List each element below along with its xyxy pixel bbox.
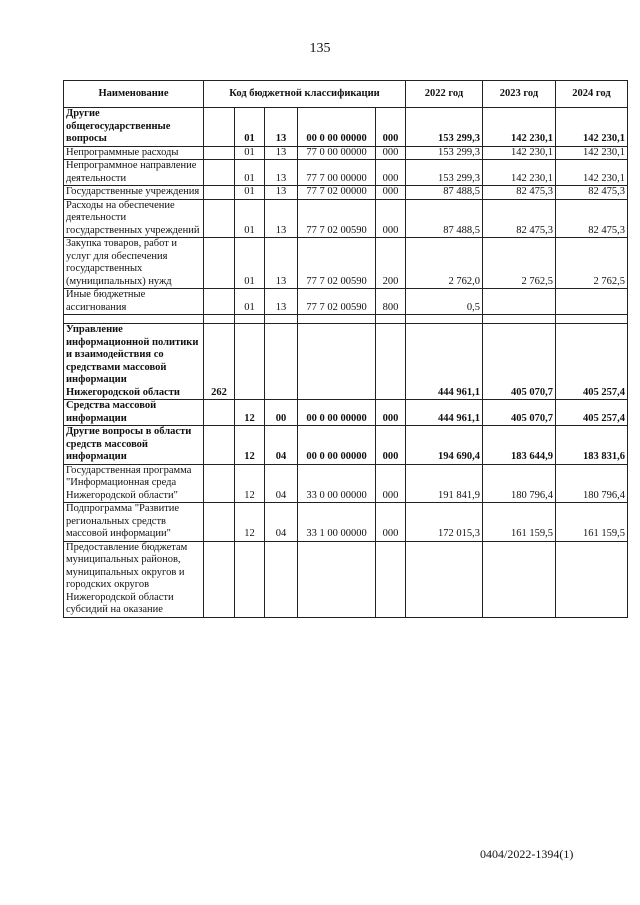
department-code	[204, 108, 235, 147]
subsection-code	[265, 324, 298, 400]
section-code: 01	[235, 238, 265, 289]
target-code	[298, 324, 376, 400]
value-2024: 82 475,3	[556, 186, 628, 200]
header-2024: 2024 год	[556, 81, 628, 108]
department-code: 262	[204, 324, 235, 400]
table-row	[64, 426, 628, 465]
value-2023: 405 070,7	[483, 324, 556, 400]
department-code	[204, 400, 235, 426]
target-code: 77 7 02 00590	[298, 238, 376, 289]
value-2023: 405 070,7	[483, 400, 556, 426]
expense-type-code	[376, 324, 406, 400]
expense-type-code: 000	[376, 199, 406, 238]
target-code: 77 7 02 00000	[298, 186, 376, 200]
expense-type-code: 000	[376, 146, 406, 160]
value-2024: 142 230,1	[556, 146, 628, 160]
empty-cell	[406, 315, 483, 324]
section-code: 01	[235, 289, 265, 315]
subsection-code: 00	[265, 400, 298, 426]
value-2023: 183 644,9	[483, 426, 556, 465]
expense-type-code	[376, 541, 406, 617]
department-code	[204, 160, 235, 186]
subsection-code: 13	[265, 186, 298, 200]
table-row	[64, 503, 628, 542]
department-code	[204, 146, 235, 160]
table-row	[64, 400, 628, 426]
subsection-code: 13	[265, 289, 298, 315]
value-2022: 444 961,1	[406, 324, 483, 400]
section-code: 12	[235, 464, 265, 503]
empty-cell	[483, 315, 556, 324]
row-name: Другие вопросы в области средств массовой информации	[64, 426, 204, 465]
value-2022: 191 841,9	[406, 464, 483, 503]
value-2024: 161 159,5	[556, 503, 628, 542]
department-code	[204, 289, 235, 315]
section-code	[235, 324, 265, 400]
value-2022	[406, 541, 483, 617]
row-name: Государственная программа "Информационная среда Нижегородской области"	[64, 464, 204, 503]
subsection-code: 04	[265, 464, 298, 503]
value-2023: 142 230,1	[483, 146, 556, 160]
target-code: 77 7 00 00000	[298, 160, 376, 186]
header-2022: 2022 год	[406, 81, 483, 108]
empty-cell	[204, 315, 235, 324]
value-2024: 2 762,5	[556, 238, 628, 289]
subsection-code: 04	[265, 426, 298, 465]
target-code: 77 0 00 00000	[298, 146, 376, 160]
department-code	[204, 238, 235, 289]
value-2022: 2 762,0	[406, 238, 483, 289]
expense-type-code: 000	[376, 503, 406, 542]
subsection-code: 13	[265, 199, 298, 238]
department-code	[204, 199, 235, 238]
expense-type-code: 000	[376, 108, 406, 147]
subsection-code	[265, 541, 298, 617]
target-code: 00 0 00 00000	[298, 108, 376, 147]
value-2022: 153 299,3	[406, 160, 483, 186]
expense-type-code: 000	[376, 426, 406, 465]
department-code	[204, 464, 235, 503]
value-2022: 87 488,5	[406, 199, 483, 238]
target-code	[298, 541, 376, 617]
section-code: 01	[235, 186, 265, 200]
value-2022: 444 961,1	[406, 400, 483, 426]
empty-cell	[265, 315, 298, 324]
value-2023	[483, 289, 556, 315]
value-2023: 82 475,3	[483, 186, 556, 200]
value-2024: 405 257,4	[556, 400, 628, 426]
subsection-code: 13	[265, 160, 298, 186]
value-2022: 153 299,3	[406, 146, 483, 160]
section-code: 01	[235, 160, 265, 186]
value-2023: 161 159,5	[483, 503, 556, 542]
section-code: 12	[235, 503, 265, 542]
value-2024: 183 831,6	[556, 426, 628, 465]
row-name: Управление информационной политики и взаимодействия со средствами массовой информации Нижегородской области	[64, 324, 204, 400]
section-code	[235, 541, 265, 617]
value-2022: 194 690,4	[406, 426, 483, 465]
row-name: Подпрограмма "Развитие региональных средств массовой информации"	[64, 503, 204, 542]
page-number: 135	[309, 41, 331, 56]
empty-cell	[376, 315, 406, 324]
document-code: 0404/2022-1394(1)	[480, 847, 574, 861]
department-code	[204, 503, 235, 542]
value-2024: 142 230,1	[556, 160, 628, 186]
section-code: 12	[235, 400, 265, 426]
value-2023: 2 762,5	[483, 238, 556, 289]
value-2024: 405 257,4	[556, 324, 628, 400]
table-header-row	[64, 81, 628, 108]
value-2022: 87 488,5	[406, 186, 483, 200]
value-2022: 153 299,3	[406, 108, 483, 147]
row-name: Иные бюджетные ассигнования	[64, 289, 204, 315]
section-code: 01	[235, 146, 265, 160]
empty-cell	[64, 315, 204, 324]
table-body	[64, 108, 628, 618]
table-row	[64, 108, 628, 147]
value-2023: 142 230,1	[483, 160, 556, 186]
section-code: 12	[235, 426, 265, 465]
row-name: Другие общегосударственные вопросы	[64, 108, 204, 147]
empty-cell	[556, 315, 628, 324]
target-code: 77 7 02 00590	[298, 199, 376, 238]
empty-cell	[298, 315, 376, 324]
subsection-code: 13	[265, 146, 298, 160]
table-row	[64, 289, 628, 315]
subsection-code: 04	[265, 503, 298, 542]
row-name: Непрограммные расходы	[64, 146, 204, 160]
table-row	[64, 324, 628, 400]
target-code: 77 7 02 00590	[298, 289, 376, 315]
expense-type-code: 000	[376, 160, 406, 186]
header-code: Код бюджетной классификации	[204, 81, 406, 108]
row-name: Государственные учреждения	[64, 186, 204, 200]
target-code: 33 0 00 00000	[298, 464, 376, 503]
section-code: 01	[235, 199, 265, 238]
row-name: Расходы на обеспечение деятельности государственных учреждений	[64, 199, 204, 238]
row-name: Средства массовой информации	[64, 400, 204, 426]
table-row	[64, 160, 628, 186]
value-2023: 142 230,1	[483, 108, 556, 147]
expense-type-code: 800	[376, 289, 406, 315]
expense-type-code: 200	[376, 238, 406, 289]
expense-type-code: 000	[376, 464, 406, 503]
header-2023: 2023 год	[483, 81, 556, 108]
row-name: Предоставление бюджетам муниципальных районов, муниципальных округов и городских округов Нижегородской области субсидий на оказание	[64, 541, 204, 617]
value-2024: 82 475,3	[556, 199, 628, 238]
target-code: 00 0 00 00000	[298, 400, 376, 426]
row-name: Закупка товаров, работ и услуг для обеспечения государственных (муниципальных) нужд	[64, 238, 204, 289]
table-row	[64, 146, 628, 160]
department-code	[204, 426, 235, 465]
value-2023: 180 796,4	[483, 464, 556, 503]
department-code	[204, 186, 235, 200]
expense-type-code: 000	[376, 400, 406, 426]
value-2022: 172 015,3	[406, 503, 483, 542]
table-row	[64, 199, 628, 238]
table-row	[64, 541, 628, 617]
target-code: 33 1 00 00000	[298, 503, 376, 542]
value-2024: 142 230,1	[556, 108, 628, 147]
table-row	[64, 238, 628, 289]
subsection-code: 13	[265, 108, 298, 147]
row-name: Непрограммное направление деятельности	[64, 160, 204, 186]
expense-type-code: 000	[376, 186, 406, 200]
table-row	[64, 315, 628, 324]
value-2024	[556, 541, 628, 617]
empty-cell	[235, 315, 265, 324]
value-2023	[483, 541, 556, 617]
value-2024	[556, 289, 628, 315]
target-code: 00 0 00 00000	[298, 426, 376, 465]
section-code: 01	[235, 108, 265, 147]
value-2022: 0,5	[406, 289, 483, 315]
header-name: Наименование	[64, 81, 204, 108]
budget-table	[63, 80, 628, 618]
value-2023: 82 475,3	[483, 199, 556, 238]
table-row	[64, 186, 628, 200]
table-row	[64, 464, 628, 503]
department-code	[204, 541, 235, 617]
subsection-code: 13	[265, 238, 298, 289]
value-2024: 180 796,4	[556, 464, 628, 503]
